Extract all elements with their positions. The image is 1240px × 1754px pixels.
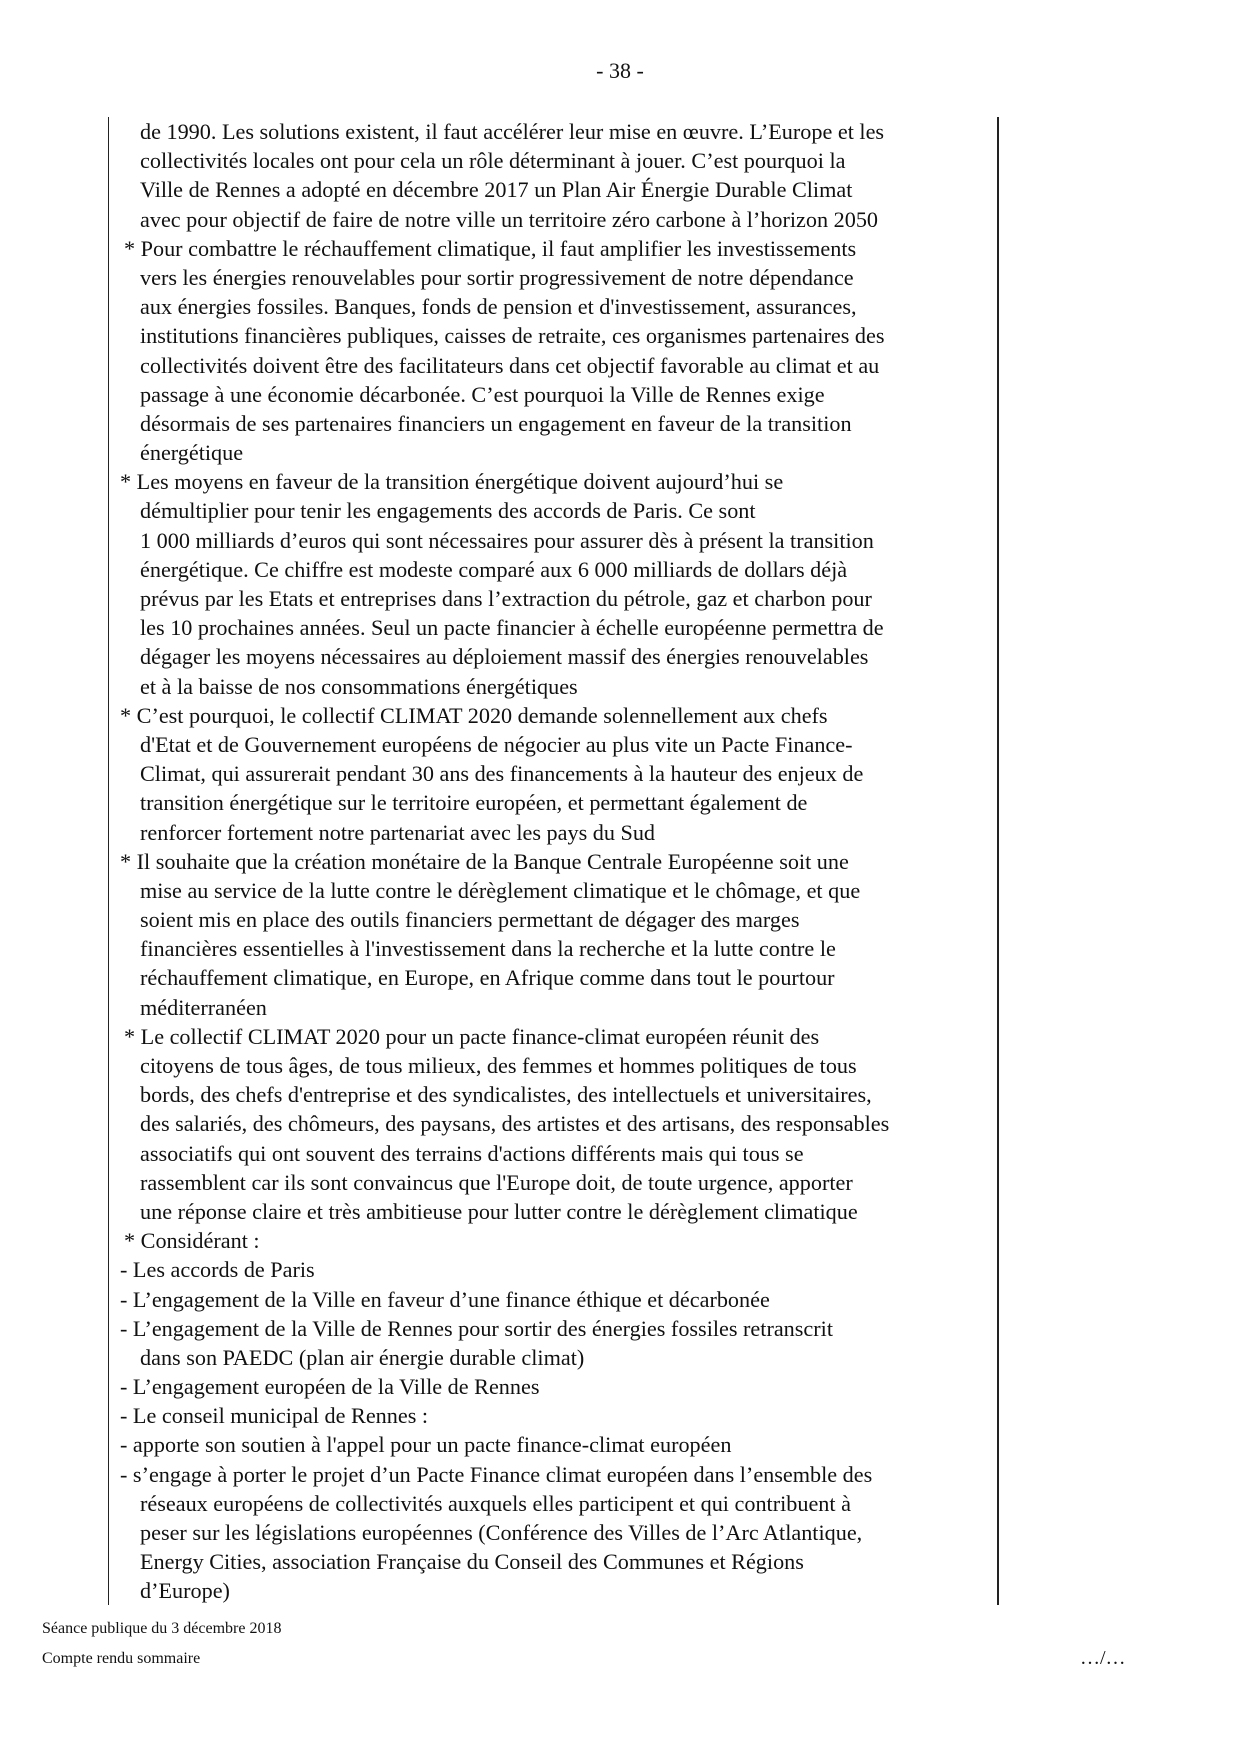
- continued-marker: …/…: [1080, 1647, 1126, 1669]
- body-line: - Le conseil municipal de Rennes :: [120, 1403, 429, 1429]
- body-line: rassemblent car ils sont convaincus que l'Europe doit, de toute urgence, apporter: [140, 1169, 853, 1195]
- body-line: * Considérant :: [124, 1228, 260, 1254]
- body-line: et à la baisse de nos consommations énergétiques: [140, 673, 578, 699]
- body-line: aux énergies fossiles. Banques, fonds de pension et d'investissement, assurances,: [140, 294, 857, 320]
- body-line: Ville de Rennes a adopté en décembre 2017 un Plan Air Énergie Durable Climat: [140, 177, 853, 203]
- body-line: démultiplier pour tenir les engagements des accords de Paris. Ce sont: [140, 498, 756, 524]
- body-line: énergétique: [140, 440, 244, 466]
- body-line: d'Etat et de Gouvernement européens de négocier au plus vite un Pacte Finance-: [140, 731, 853, 757]
- body-line: institutions financières publiques, caisses de retraite, ces organismes partenaires des: [140, 323, 885, 349]
- body-line: réchauffement climatique, en Europe, en Afrique comme dans tout le pourtour: [140, 965, 835, 991]
- body-line: - Les accords de Paris: [120, 1257, 315, 1283]
- body-line: associatifs qui ont souvent des terrains d'actions différents mais qui tous se: [140, 1140, 804, 1166]
- body-line: désormais de ses partenaires financiers un engagement en faveur de la transition: [140, 410, 852, 436]
- body-line: bords, des chefs d'entreprise et des syndicalistes, des intellectuels et universitaires,: [140, 1082, 872, 1108]
- body-line: une réponse claire et très ambitieuse pour lutter contre le dérèglement climatique: [140, 1198, 858, 1224]
- body-line: * Les moyens en faveur de la transition énergétique doivent aujourd’hui se: [120, 469, 784, 495]
- body-line: * Le collectif CLIMAT 2020 pour un pacte finance-climat européen réunit des: [124, 1023, 820, 1049]
- body-line: dégager les moyens nécessaires au déploiement massif des énergies renouvelables: [140, 644, 869, 670]
- body-line: - apporte son soutien à l'appel pour un pacte finance-climat européen: [120, 1432, 732, 1458]
- footer-report-type: Compte rendu sommaire: [42, 1650, 201, 1667]
- page-number: - 38 -: [596, 58, 644, 83]
- body-line: passage à une économie décarbonée. C’est pourquoi la Ville de Rennes exige: [140, 381, 825, 407]
- body-line: collectivités locales ont pour cela un rôle déterminant à jouer. C’est pourquoi la: [140, 148, 846, 174]
- body-line: dans son PAEDC (plan air énergie durable climat): [140, 1344, 585, 1370]
- body-line: - L’engagement de la Ville en faveur d’une finance éthique et décarbonée: [120, 1286, 770, 1312]
- body-line: - L’engagement européen de la Ville de Rennes: [120, 1374, 540, 1400]
- footer-session-date: Séance publique du 3 décembre 2018: [42, 1620, 282, 1637]
- body-line: vers les énergies renouvelables pour sortir progressivement de notre dépendance: [140, 264, 854, 290]
- body-line: 1 000 milliards d’euros qui sont nécessaires pour assurer dès à présent la transition: [140, 527, 874, 553]
- body-line: renforcer fortement notre partenariat avec les pays du Sud: [140, 819, 656, 845]
- body-line: réseaux européens de collectivités auxquels elles participent et qui contribuent à: [140, 1490, 851, 1516]
- body-line: * Il souhaite que la création monétaire de la Banque Centrale Européenne soit une: [120, 848, 849, 874]
- body-line: Energy Cities, association Française du Conseil des Communes et Régions: [140, 1549, 804, 1575]
- body-line: peser sur les législations européennes (Conférence des Villes de l’Arc Atlantique,: [140, 1520, 863, 1545]
- body-line: d’Europe): [140, 1578, 230, 1604]
- body-line: soient mis en place des outils financiers permettant de dégager des marges: [140, 907, 800, 933]
- body-line: - L’engagement de la Ville de Rennes pour sortir des énergies fossiles retranscrit: [120, 1315, 833, 1341]
- body-line: de 1990. Les solutions existent, il faut accélérer leur mise en œuvre. L’Europe et les: [140, 119, 885, 144]
- body-line: méditerranéen: [140, 994, 267, 1020]
- body-line: énergétique. Ce chiffre est modeste comparé aux 6 000 milliards de dollars déjà: [140, 556, 848, 582]
- body-line: * C’est pourquoi, le collectif CLIMAT 2020 demande solennellement aux chefs: [120, 702, 828, 728]
- body-line: collectivités doivent être des facilitateurs dans cet objectif favorable au climat et au: [140, 352, 880, 378]
- body-line: mise au service de la lutte contre le dérèglement climatique et le chômage, et que: [140, 877, 861, 903]
- document-body: [120, 117, 1000, 1606]
- body-line: les 10 prochaines années. Seul un pacte financier à échelle européenne permettra de: [140, 615, 884, 641]
- body-line: * Pour combattre le réchauffement climatique, il faut amplifier les investissements: [124, 235, 857, 261]
- body-line: des salariés, des chômeurs, des paysans, des artistes et des artisans, des responsables: [140, 1111, 890, 1137]
- body-line: transition énergétique sur le territoire européen, et permettant également de: [140, 790, 808, 816]
- body-line: avec pour objectif de faire de notre ville un territoire zéro carbone à l’horizon 2050: [140, 206, 879, 232]
- body-line: Climat, qui assurerait pendant 30 ans des financements à la hauteur des enjeux de: [140, 761, 864, 787]
- body-line: citoyens de tous âges, de tous milieux, des femmes et hommes politiques de tous: [140, 1053, 857, 1078]
- body-line: - s’engage à porter le projet d’un Pacte Finance climat européen dans l’ensemble des: [120, 1461, 873, 1487]
- body-line: financières essentielles à l'investissement dans la recherche et la lutte contre le: [140, 936, 836, 962]
- body-line: prévus par les Etats et entreprises dans l’extraction du pétrole, gaz et charbon pour: [140, 586, 872, 611]
